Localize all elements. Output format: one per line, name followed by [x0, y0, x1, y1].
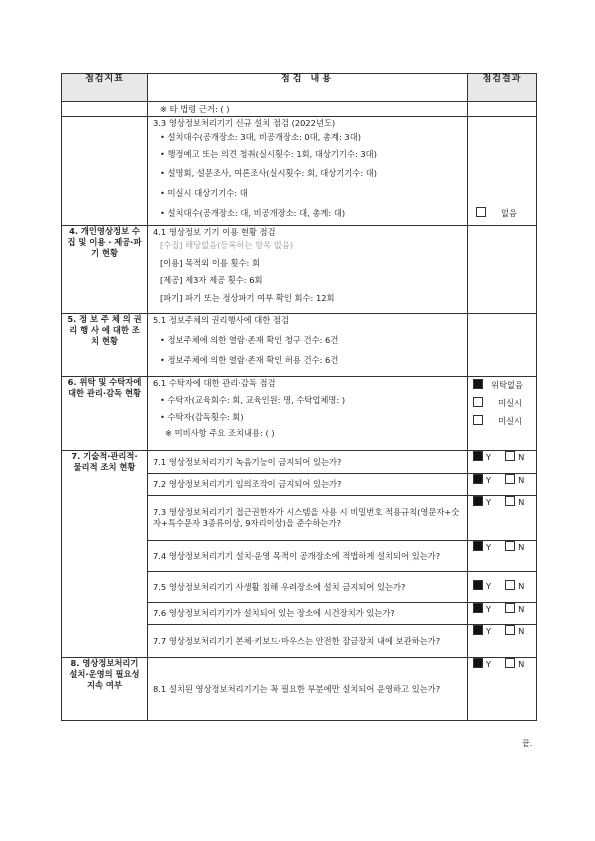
- yes-label: Y: [486, 659, 492, 669]
- end-mark: 끝.: [522, 739, 533, 748]
- list-item: [수집] 해당없음(등록하는 항목 없음): [160, 239, 294, 250]
- list-item: • 설치대수(공개장소: 대, 비공개장소: 대, 총계: 대): [160, 207, 346, 218]
- no-label: N: [518, 452, 525, 462]
- question-7-4: 7.4 영상정보처리기기 설치·운영 목적이 공개장소에 적법하게 설치되어 있는가?: [148, 541, 468, 572]
- result-cell: [468, 117, 537, 226]
- list-item: • 미실시 대상기기수: 대: [160, 188, 248, 199]
- section-5-1: [148, 314, 468, 377]
- result-cell: [468, 377, 537, 451]
- checkbox-no[interactable]: [505, 658, 515, 668]
- table-row: [62, 226, 537, 314]
- empty-indicator-cell: [62, 102, 148, 117]
- checkbox-yes[interactable]: [473, 474, 483, 484]
- question-7-5: 7.5 영상정보처리기기 사생활 침해 우려장소에 설치 금지되어 있는가?: [148, 572, 468, 603]
- empty-result-cell: [468, 314, 537, 377]
- checkbox-yes[interactable]: [473, 658, 483, 668]
- table-row: [62, 377, 537, 451]
- checkbox-no-consignment[interactable]: [473, 379, 483, 389]
- table-header-row: [62, 74, 537, 102]
- section-5-label: 5. 정 보 주 체 의 권 리 행 사 에 대한 조치 현황: [62, 314, 148, 377]
- section-title: 3.3 영상정보처리기기 신규 설치 점검 (2022년도): [153, 118, 336, 128]
- checkbox-yes[interactable]: [473, 603, 483, 613]
- yn-answer: [468, 658, 537, 721]
- section-4-label: 4. 개인영상정보 수집 및 이용 · 제공·파기 현황: [62, 226, 148, 314]
- checkbox-yes[interactable]: [473, 541, 483, 551]
- option-label: 미실시: [498, 415, 523, 426]
- checkbox-yes[interactable]: [473, 625, 483, 635]
- list-item: • 수탁자(감독횟수: 회): [160, 411, 244, 422]
- option-label: 위탁없음: [491, 380, 524, 390]
- header-result: 점검결과: [468, 74, 537, 102]
- checkbox-no[interactable]: [505, 603, 515, 613]
- list-item: [이용] 목적외 이용 횟수: 회: [160, 257, 260, 268]
- header-content: 점검 내용: [148, 74, 468, 102]
- yes-label: Y: [486, 581, 492, 591]
- section-8-label: 8. 영상정보처리기 설치·운영의 필요성 지속 여부: [62, 658, 148, 721]
- empty-result-cell: [468, 102, 537, 117]
- section-6-1: [148, 377, 468, 451]
- option-label: 미실시: [498, 397, 523, 408]
- inspection-table: [61, 73, 537, 721]
- yes-label: Y: [486, 604, 492, 614]
- section-title: 4.1 영상정보 기기 이용 현황 점검: [153, 227, 276, 237]
- list-item: • 정보주체에 의한 열람·존재 확인 허용 건수: 6건: [160, 354, 339, 365]
- no-label: N: [518, 626, 525, 636]
- question-7-1: 7.1 영상정보처리기기 녹음기능이 금지되어 있는가?: [148, 451, 468, 474]
- checkbox-no[interactable]: [505, 541, 515, 551]
- table-row: [62, 117, 537, 226]
- table-row: [62, 658, 537, 721]
- checkbox-no[interactable]: [505, 580, 515, 590]
- yn-answer: [468, 451, 537, 474]
- checkbox-yes[interactable]: [473, 496, 483, 506]
- no-label: N: [518, 581, 525, 591]
- checkbox-no[interactable]: [505, 451, 515, 461]
- checkbox-not-done[interactable]: [473, 415, 483, 425]
- yes-label: Y: [486, 626, 492, 636]
- question-8-1: 8.1 설치된 영상정보처리기기는 꼭 필요한 부분에만 설치되어 운영하고 있는가?: [148, 658, 468, 721]
- yn-answer: [468, 603, 537, 625]
- table-row: [62, 314, 537, 377]
- question-7-2: 7.2 영상정보처리기기 임의조작이 금지되어 있는가?: [148, 474, 468, 496]
- section-6-label: 6. 위탁 및 수탁자에 대한 관리·감독 현황: [62, 377, 148, 451]
- no-label: N: [518, 604, 525, 614]
- question-7-3: 7.3 영상정보처리기기 접근권한자가 시스템을 사용 시 비밀번호 적용규칙(영문자+숫자+특수문자 3종류이상, 9자리이상)을 준수하는가?: [148, 496, 468, 541]
- no-label: N: [518, 475, 525, 485]
- section-title: 6.1 수탁자에 대한 관리·감독 점검: [153, 378, 276, 388]
- no-label: N: [518, 659, 525, 669]
- yes-label: Y: [486, 542, 492, 552]
- checkbox-no[interactable]: [505, 474, 515, 484]
- question-7-7: 7.7 영상정보처리기기 본체·키보드·마우스는 안전한 잠금장치 내에 보관하는가?: [148, 625, 468, 658]
- checkbox-yes[interactable]: [473, 580, 483, 590]
- yn-answer: [468, 474, 537, 496]
- checkbox-no[interactable]: [505, 625, 515, 635]
- table-row: [62, 451, 537, 474]
- yn-answer: [468, 541, 537, 572]
- yes-label: Y: [486, 452, 492, 462]
- question-7-6: 7.6 영상정보처리기기가 설치되어 있는 장소에 시건장치가 있는가?: [148, 603, 468, 625]
- list-item: ※ 미비사항 주요 조치내용: ( ): [165, 428, 275, 439]
- checkbox-none[interactable]: [476, 207, 486, 217]
- list-item: • 설명회, 설문조사, 여론조사(실시횟수: 회, 대상기기수: 대): [160, 168, 378, 179]
- header-indicator: 점검지표: [62, 74, 148, 102]
- yes-label: Y: [486, 475, 492, 485]
- no-label: N: [518, 497, 525, 507]
- result-none-label: 없음: [501, 208, 518, 219]
- checkbox-no[interactable]: [505, 496, 515, 506]
- yn-answer: [468, 625, 537, 658]
- yn-answer: [468, 572, 537, 603]
- yn-answer: [468, 496, 537, 541]
- section-7-label: 7. 기술적·관리적· 물리적 조치 현황: [62, 451, 148, 658]
- empty-result-cell: [468, 226, 537, 314]
- list-item: • 설치대수(공개장소: 3대, 비공개장소: 0대, 총계: 3대): [160, 131, 361, 142]
- section-4-1: [148, 226, 468, 314]
- list-item: • 행정예고 또는 의견 청취(실시횟수: 1회, 대상기기수: 3대): [160, 148, 377, 159]
- checkbox-yes[interactable]: [473, 451, 483, 461]
- section-3-3: [148, 117, 468, 226]
- list-item: [제공] 제3자 제공 횟수: 6회: [160, 275, 263, 286]
- list-item: • 정보주체에 의한 열람·존재 확인 청구 건수: 6건: [160, 334, 339, 345]
- empty-indicator-cell: [62, 117, 148, 226]
- checkbox-not-done[interactable]: [473, 397, 483, 407]
- no-label: N: [518, 542, 525, 552]
- table-row: [62, 102, 537, 117]
- yes-label: Y: [486, 497, 492, 507]
- other-law-basis: ※ 타 법령 근거: ( ): [148, 102, 468, 117]
- list-item: • 수탁자(교육회수: 회, 교육인원: 명, 수탁업체명: ): [160, 394, 346, 405]
- list-item: [파기] 파기 또는 정상파기 여부 확인 회수: 12회: [160, 293, 335, 304]
- section-title: 5.1 정보주체의 권리행사에 대한 점검: [153, 315, 289, 325]
